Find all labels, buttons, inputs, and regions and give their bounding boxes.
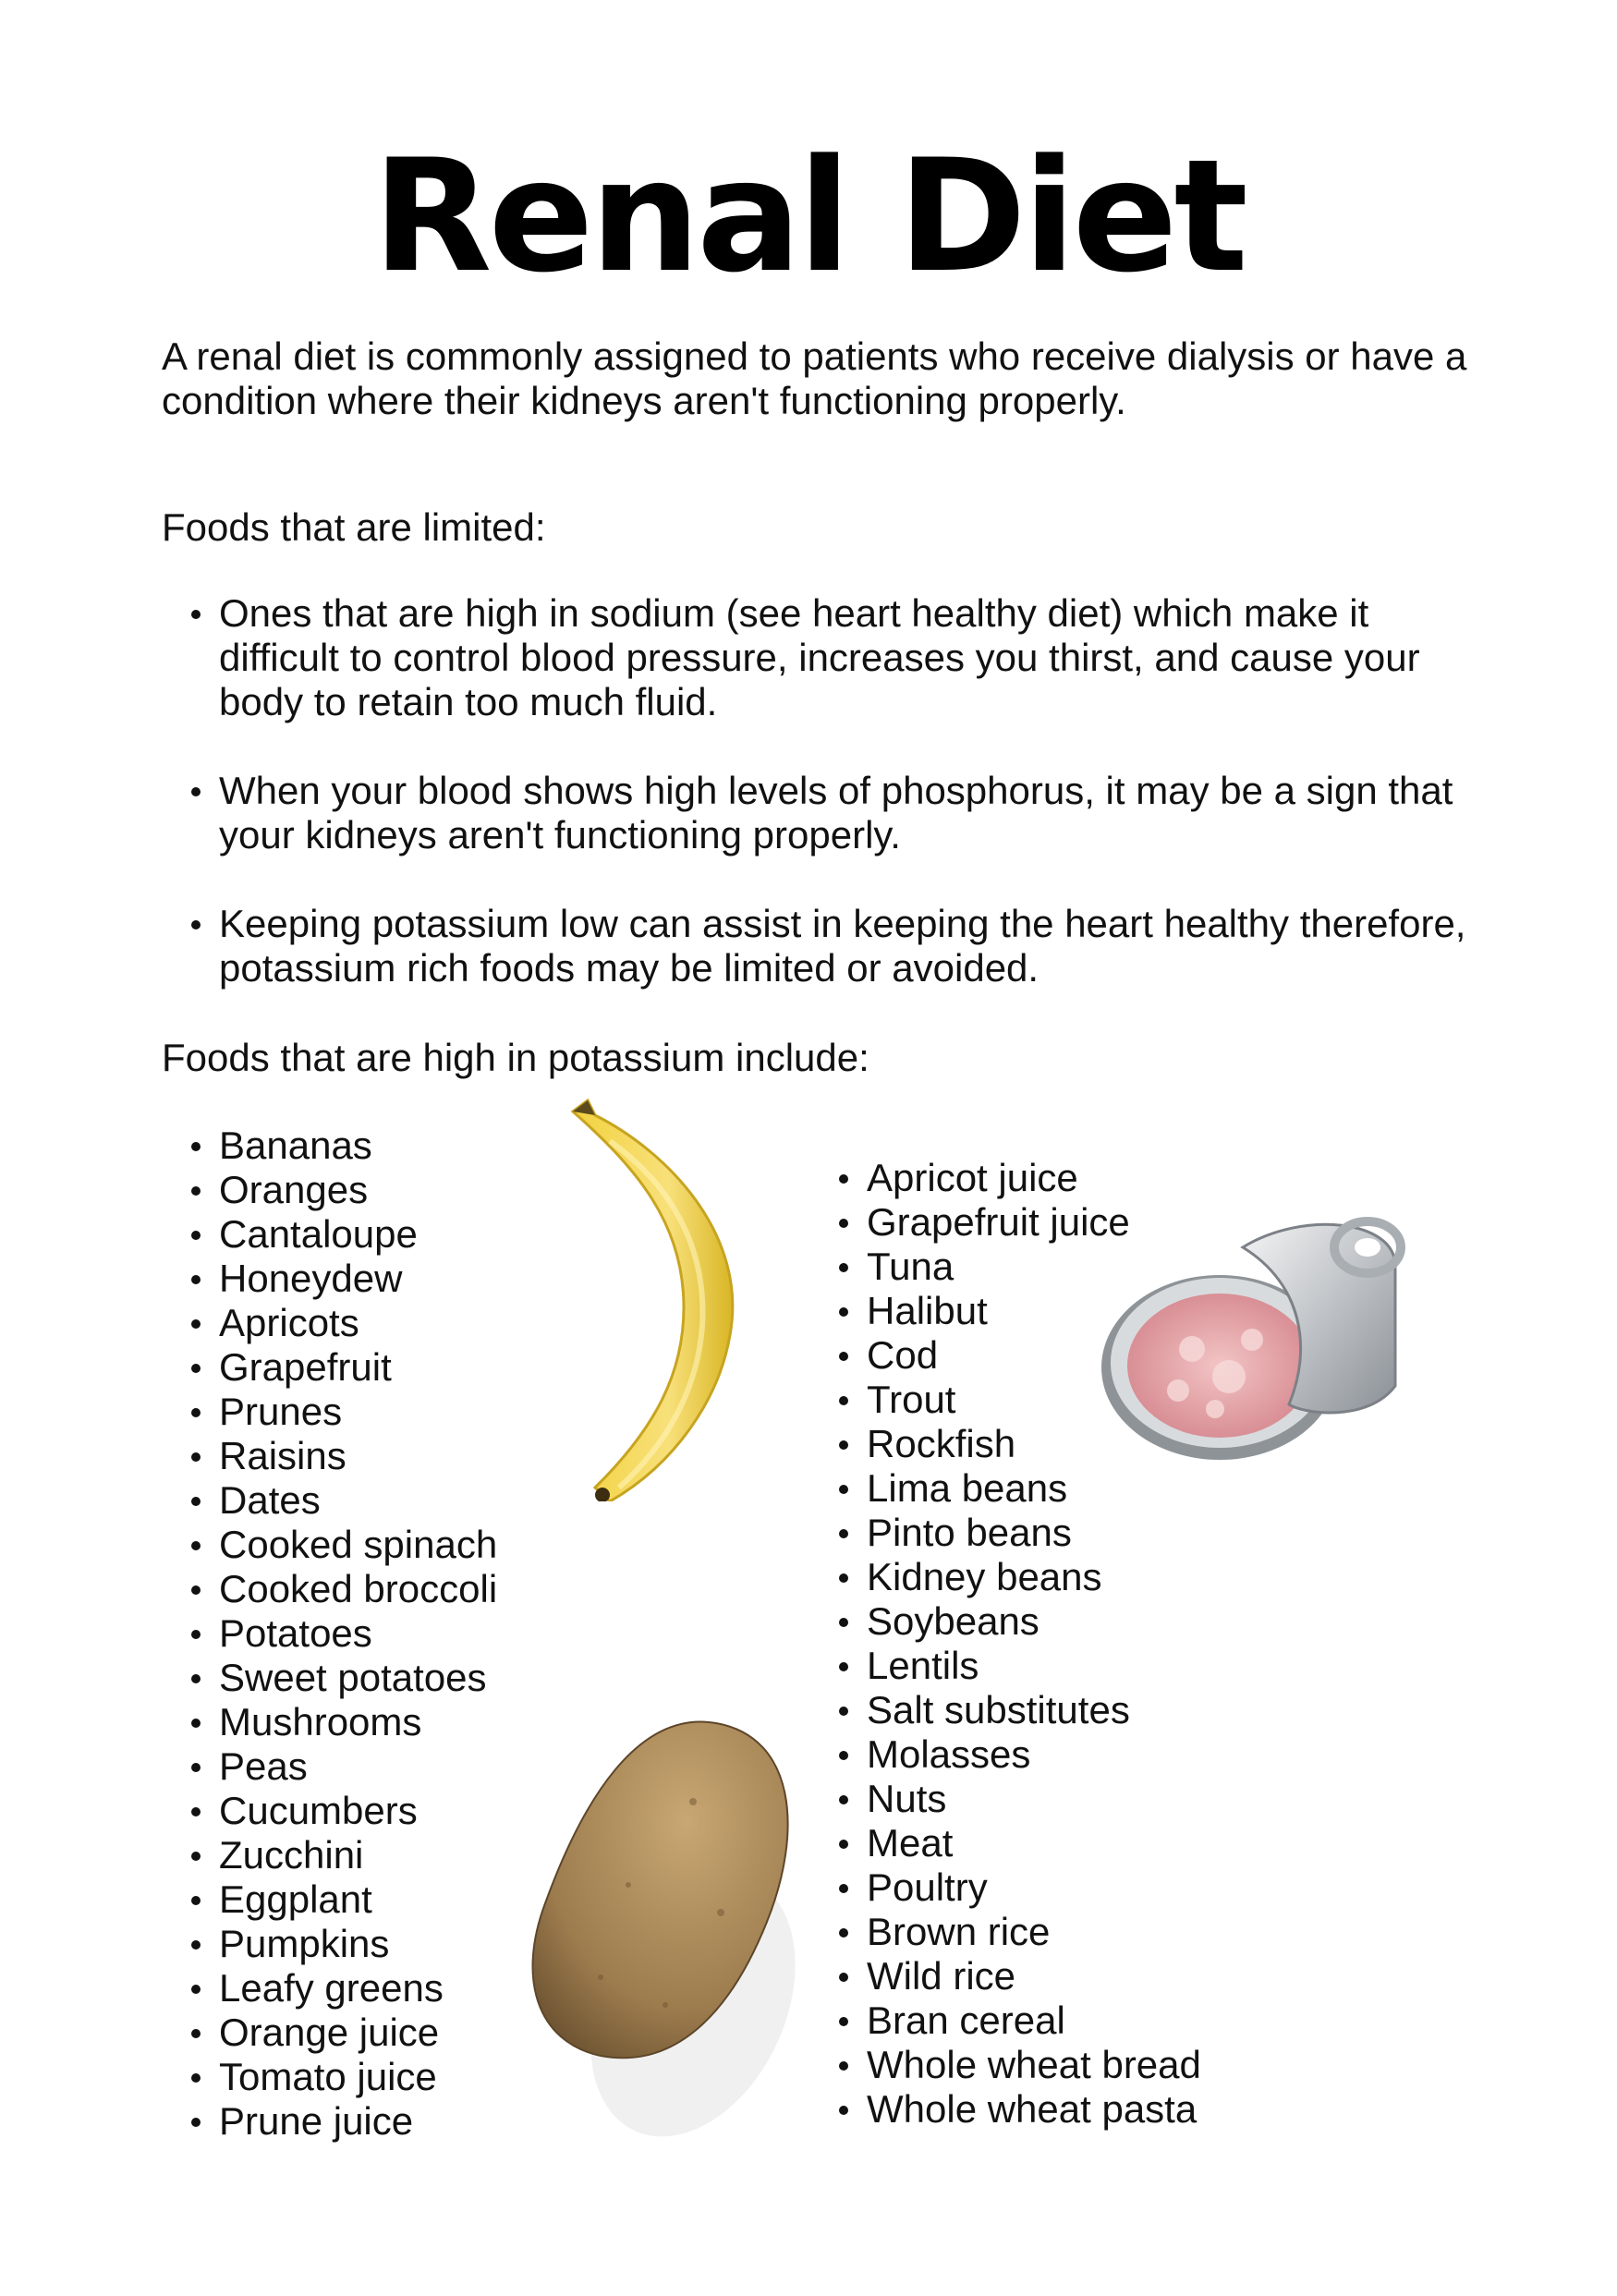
page-title: Renal Diet [372, 126, 1245, 307]
list-item: Cod [809, 1333, 1201, 1378]
list-item: Apricot juice [809, 1156, 1201, 1200]
list-item: Meat [809, 1821, 1201, 1865]
list-item: Zucchini [162, 1833, 497, 1877]
list-item: Nuts [809, 1777, 1201, 1821]
list-item: Bananas [162, 1124, 497, 1168]
list-item: Lima beans [809, 1466, 1201, 1511]
list-item: Salt substitutes [809, 1688, 1201, 1732]
potato-image [517, 1700, 832, 2144]
list-item: Cooked broccoli [162, 1567, 497, 1611]
list-item: Eggplant [162, 1877, 497, 1922]
list-item: Peas [162, 1744, 497, 1789]
list-item: Ones that are high in sodium (see heart healthy diet) which make it difficult to control blood pressure, increases you thirst, and cause your body to retain too much fluid. [162, 591, 1492, 724]
list-item: Potatoes [162, 1611, 497, 1656]
list-item: Pumpkins [162, 1922, 497, 1966]
list-item: Molasses [809, 1732, 1201, 1777]
list-item: Cucumbers [162, 1789, 497, 1833]
list-item: Prunes [162, 1390, 497, 1434]
list-item: Rockfish [809, 1422, 1201, 1466]
list-item: Whole wheat bread [809, 2043, 1201, 2087]
list-item: Cooked spinach [162, 1523, 497, 1567]
list-item: Leafy greens [162, 1966, 497, 2011]
list-item: Soybeans [809, 1599, 1201, 1644]
list-item: Pinto beans [809, 1511, 1201, 1555]
list-item: Tuna [809, 1245, 1201, 1289]
potassium-label: Foods that are high in potassium include: [162, 1036, 869, 1079]
list-item: Bran cereal [809, 1998, 1201, 2043]
list-item: Brown rice [809, 1910, 1201, 1954]
list-item: Whole wheat pasta [809, 2087, 1201, 2132]
list-item: Poultry [809, 1865, 1201, 1910]
banana-image [554, 1095, 758, 1501]
list-item: Kidney beans [809, 1555, 1201, 1599]
list-item: Grapefruit juice [809, 1200, 1201, 1245]
list-item: When your blood shows high levels of phosphorus, it may be a sign that your kidneys aren't functioning properly. [162, 769, 1492, 857]
list-item: Tomato juice [162, 2055, 497, 2099]
list-item: Apricots [162, 1301, 497, 1345]
list-item: Prune juice [162, 2099, 497, 2144]
list-item: Honeydew [162, 1257, 497, 1301]
list-item: Mushrooms [162, 1700, 497, 1744]
tuna-can-image [1090, 1192, 1478, 1478]
potassium-list-left [162, 1124, 497, 2144]
list-item: Grapefruit [162, 1345, 497, 1390]
list-item: Sweet potatoes [162, 1656, 497, 1700]
list-item: Halibut [809, 1289, 1201, 1333]
list-item: Orange juice [162, 2011, 497, 2055]
list-item: Wild rice [809, 1954, 1201, 1998]
list-item: Cantaloupe [162, 1212, 497, 1257]
list-item: Oranges [162, 1168, 497, 1212]
list-item: Raisins [162, 1434, 497, 1478]
list-item: Trout [809, 1378, 1201, 1422]
limited-label: Foods that are limited: [162, 505, 546, 549]
list-item: Dates [162, 1478, 497, 1523]
limited-list [162, 591, 1492, 1035]
intro-paragraph: A renal diet is commonly assigned to patients who receive dialysis or have a condition where their kidneys aren't functioning properly. [162, 334, 1467, 422]
list-item: Keeping potassium low can assist in keeping the heart healthy therefore, potassium rich foods may be limited or avoided. [162, 902, 1492, 990]
list-item: Lentils [809, 1644, 1201, 1688]
